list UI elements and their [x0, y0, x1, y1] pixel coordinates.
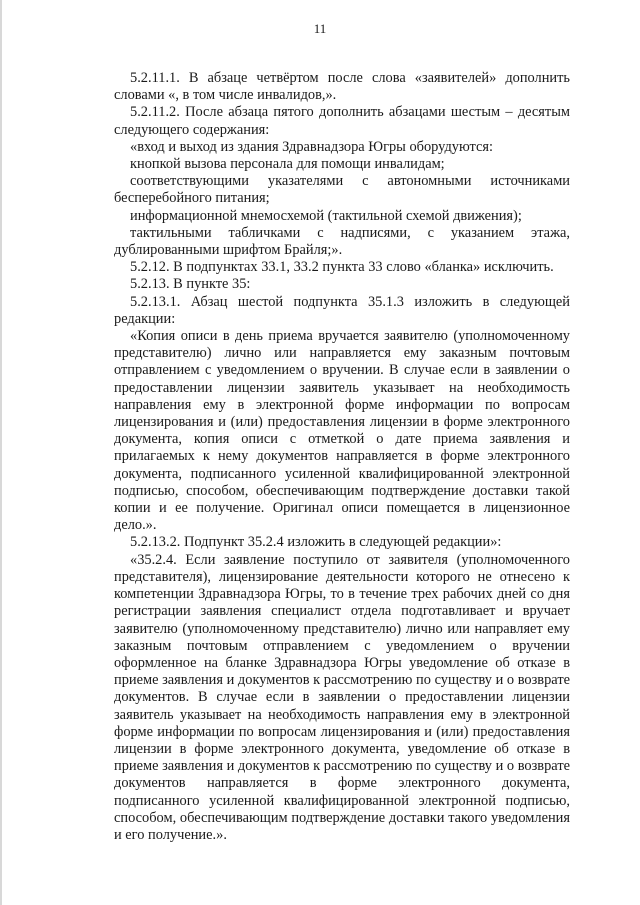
- paragraph-tactile-plates: тактильными табличками с надписями, с указанием этажа, дублированными шрифтом Брайля;».: [114, 224, 570, 259]
- paragraph-5-2-12: 5.2.12. В подпунктах 33.1, 33.2 пункта 33 слово «бланка» исключить.: [130, 259, 554, 276]
- paragraph-5-2-11-1: 5.2.11.1. В абзаце четвёртом после слова «заявителей» дополнить словами «, в том числе инвалидов,».: [114, 70, 570, 104]
- paragraph-5-2-13-2: 5.2.13.2. Подпункт 35.2.4 изложить в следующей редакции»:: [130, 534, 502, 551]
- paragraph-5-2-11-2: 5.2.11.2. После абзаца пятого дополнить абзацами шестым – десятым следующего содержания:: [114, 104, 570, 138]
- paragraph-copy-of-inventory: «Копия описи в день приема вручается заявителю (уполномоченному представителю) лично или направляется ему заказным почтовым отправлением с уведомлением о вручении. В случае если в заявлении о предоставлении лицензии заявитель указывает на необходимость направления ему в электронной форме информации по вопросам лицензирования и (или) предоставления лицензии в форме электронного документа, копия описи с отметкой о дате приема заявления и прилагаемых к нему документов направляется в форме электронного документа, подписанного усиленной квалифицированной электронной подписью, способом, обеспечивающим подтверждение доставки такой копии и ее получение. Оригинал описи помещается в лицензионное дело.».: [114, 328, 570, 534]
- paragraph-call-button: кнопкой вызова персонала для помощи инвалидам;: [130, 156, 445, 173]
- paragraph-autonomous-signs: соответствующими указателями с автономными источниками бесперебойного питания;: [114, 173, 570, 207]
- paragraph-entrance-equipment: «вход и выход из здания Здравнадзора Югры оборудуются:: [130, 138, 494, 155]
- scan-edge: [0, 0, 2, 905]
- paragraph-mnemonic-scheme: информационной мнемосхемой (тактильной схемой движения);: [130, 207, 522, 224]
- paragraph-35-2-4: «35.2.4. Если заявление поступило от заявителя (уполномоченного представителя), лицензирование деятельности которого не отнесено к компетенции Здравнадзора Югры, то в течение трех рабочих дней со дня регистрации заявления специалист отдела подготавливает и вручает заявителю (уполномоченному представителю) лично или направляет ему заказным почтовым отправлением с уведомлением о вручении оформленное на бланке Здравнадзора Югры уведомление об отказе в приеме заявления и документов к рассмотрению по существу и о возврате документов. В случае если в заявлении о предоставлении лицензии заявитель указывает на необходимость направления ему в электронной форме информации по вопросам лицензирования и (или) предоставления лицензии в форме электронного документа, уведомление об отказе в приеме заявления и документов к рассмотрению по существу и о возврате документов направляется в форме электронного документа, подписанного усиленной квалифицированной электронной подписью, способом, обеспечивающим подтверждение доставки такого уведомления и его получение.».: [114, 551, 570, 843]
- document-body: [114, 70, 570, 844]
- page-number: 11: [313, 21, 327, 36]
- paragraph-5-2-13-1: 5.2.13.1. Абзац шестой подпункта 35.1.3 изложить в следующей редакции:: [114, 293, 570, 327]
- paragraph-5-2-13: 5.2.13. В пункте 35:: [130, 276, 251, 293]
